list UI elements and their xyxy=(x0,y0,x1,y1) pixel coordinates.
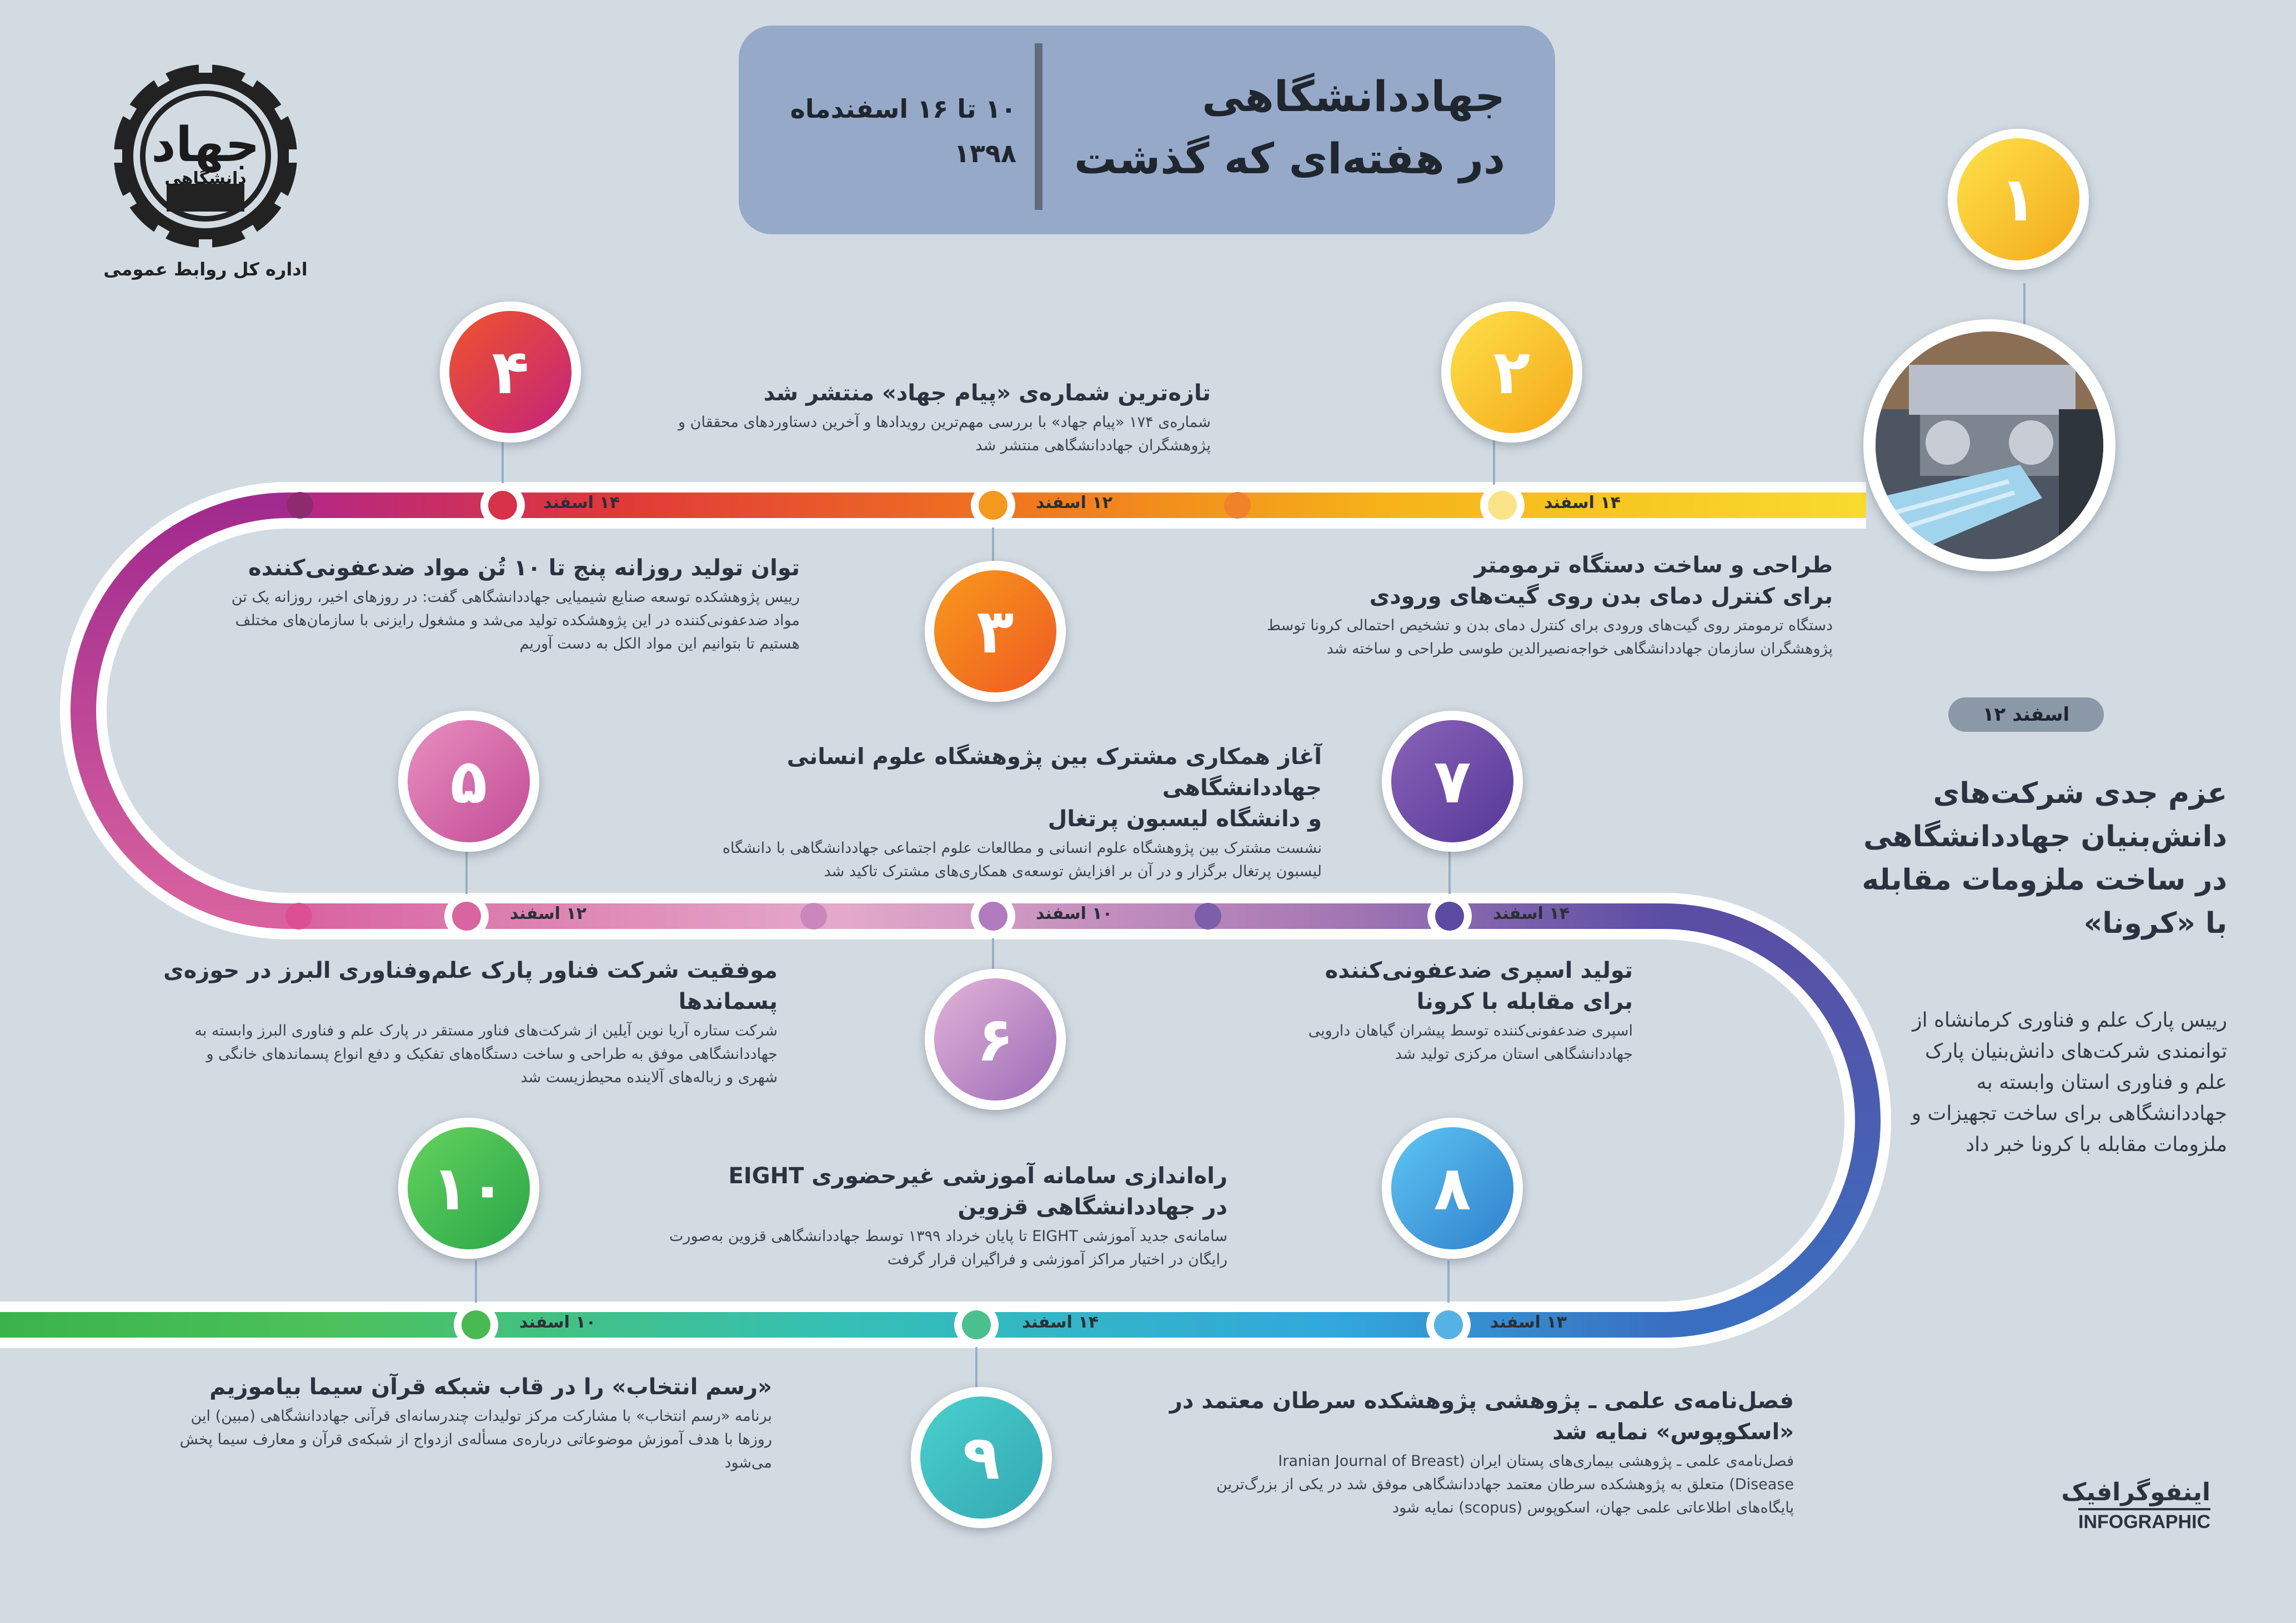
news-8-body-1: فصل‌نامه‌ی علمی ـ پژوهشی بیماری‌های پستان ایران (Iranian Journal of Breast xyxy=(1278,1453,1794,1470)
year: ۱۳۹۸ xyxy=(954,138,1016,168)
news-6-body-1: نشست مشترک بین پژوهشگاه علوم انسانی و مطالعات علوم اجتماعی جهاددانشگاهی با دانشگاه xyxy=(722,840,1322,857)
lead-headline-1: عزم جدی شرکت‌های xyxy=(1933,777,2227,810)
date-label-4: ۱۴ اسفند xyxy=(543,493,620,512)
lead-photo xyxy=(1863,319,2115,571)
logo-caption: اداره کل روابط عمومی xyxy=(103,259,308,280)
number-circle-2 xyxy=(1441,302,1582,443)
news-4-body-1: رییس پژوهشکده توسعه صنایع شیمیایی جهاددانشگاهی گفت: در روزهای اخیر، روزانه یک تن xyxy=(231,589,800,606)
news-8-title-1: فصل‌نامه‌ی علمی ـ پژوهشی پژوهشکده سرطان معتمد در xyxy=(1169,1388,1794,1414)
news-4-body-3: هستیم تا بتوانیم این مواد الکل به دست آوریم xyxy=(519,635,800,652)
lead-body-4: جهاددانشگاهی برای ساخت تجهیزات و xyxy=(1911,1102,2227,1125)
news-10 xyxy=(150,1371,772,1475)
news-4 xyxy=(167,552,800,656)
jihad-logo xyxy=(100,53,311,298)
number-1: ۱ xyxy=(1999,164,2037,235)
date-label-2: ۱۴ اسفند xyxy=(1544,493,1621,512)
number-2: ۲ xyxy=(1493,336,1531,408)
news-2-title-1: طراحی و ساخت دستگاه ترمومتر xyxy=(1474,552,1833,578)
lead-headline-4: با «کرونا» xyxy=(2083,907,2227,940)
news-5-body-3: شهری و زباله‌های آلاینده محیط‌زیست شد xyxy=(520,1069,778,1086)
lead-body-5: ملزومات مقابله با کرونا خبر داد xyxy=(1966,1133,2227,1156)
news-7 xyxy=(1166,955,1633,1066)
number-4: ۴ xyxy=(492,336,529,408)
news-payam-jahad xyxy=(655,378,1211,458)
header-divider xyxy=(1035,43,1042,210)
news-9-body-1: سامانه‌ی جدید آموزشی EIGHT تا پایان خرداد ۱۳۹۹ توسط جهاددانشگاهی قزوین به‌صورت xyxy=(669,1228,1227,1245)
news-8 xyxy=(1133,1385,1794,1520)
news-payam-body-2: پژوهشگران جهاددانشگاهی منتشر شد xyxy=(975,437,1211,454)
news-10-body-2: روزها با هدف آموزش موضوعاتی درباره‌ی مسأله‌ی ازدواج از شبکه‌ی قرآن و معارف سیما پخش xyxy=(179,1431,772,1448)
lead-headline xyxy=(1827,772,2227,945)
news-2 xyxy=(1166,550,1833,661)
date-range: ۱۰ تا ۱۶ اسفندماه xyxy=(790,94,1016,124)
logo-text: جهاد xyxy=(151,117,260,173)
date-label-9: ۱۴ اسفند xyxy=(1022,1313,1099,1332)
title-line-2: در هفته‌ای که گذشت xyxy=(1074,134,1505,183)
infographic-mark xyxy=(2044,1477,2210,1533)
number-circle-4 xyxy=(440,302,581,443)
news-5-title: موفقیت شرکت فناور پارک علم‌وفناوری البرز در حوزه‌ی پسماندها xyxy=(163,958,778,1014)
mask-machine-image xyxy=(1876,331,2103,559)
page-title xyxy=(1061,66,1505,190)
infographic-en: INFOGRAPHIC xyxy=(2078,1508,2210,1533)
lead-body-1: رییس پارک علم و فناوری کرمانشاه از xyxy=(1912,1009,2227,1032)
news-payam-body-1: شماره‌ی ۱۷۴ «پیام جهاد» با بررسی مهم‌ترین رویدادها و آخرین دستاوردهای محققان و xyxy=(678,414,1211,431)
news-8-title-2: «اسکوپوس» نمایه شد xyxy=(1552,1419,1794,1445)
news-payam-title: تازه‌ترین شماره‌ی «پیام جهاد» منتشر شد xyxy=(763,380,1211,406)
date-label-5: ۱۲ اسفند xyxy=(510,904,587,923)
number-3: ۳ xyxy=(976,596,1014,667)
date-label-6: ۱۰ اسفند xyxy=(1036,904,1113,923)
news-6-body-2: لیسبون پرتغال برگزار و در آن بر افزایش توسعه‌ی همکاری‌های مشترک تاکید شد xyxy=(824,863,1322,880)
header-panel xyxy=(739,26,1555,234)
news-9 xyxy=(655,1160,1227,1272)
infographic-fa: اینفوگرافیک xyxy=(2061,1478,2210,1506)
number-circle-3 xyxy=(925,561,1066,702)
news-7-title-1: تولید اسپری ضدعفونی‌کننده xyxy=(1325,958,1633,983)
title-line-1: جهاددانشگاهی xyxy=(1202,72,1505,121)
logo-subtext: دانشگاهی xyxy=(164,169,247,188)
lead-headline-3: در ساخت ملزومات مقابله xyxy=(1862,863,2227,897)
news-10-body-3: می‌شود xyxy=(724,1454,772,1471)
news-8-body-2: Disease) متعلق به پژوهشکده سرطان معتمد جهاددانشگاهی موفق شد در یکی از بزرگ‌ترین xyxy=(1216,1476,1794,1493)
number-circle-1 xyxy=(1948,129,2089,270)
date-label-10: ۱۰ اسفند xyxy=(519,1313,596,1332)
news-7-body-1: اسپری ضدعفونی‌کننده توسط پیشران گیاهان دارویی xyxy=(1308,1022,1633,1039)
news-2-body-2: پژوهشگران سازمان جهاددانشگاهی خواجه‌نصیرالدین طوسی طراحی و ساخته شد xyxy=(1326,640,1833,657)
number-circle-7 xyxy=(1382,711,1523,852)
date-label-7: ۱۴ اسفند xyxy=(1493,904,1570,923)
header-dates xyxy=(783,87,1016,175)
number-7: ۷ xyxy=(1433,746,1471,817)
news-9-body-2: رایگان در اختیار مراکز آموزشی و فراگیران قرار گرفت xyxy=(887,1251,1227,1268)
news-7-title-2: برای مقابله با کرونا xyxy=(1416,989,1633,1014)
number-9: ۹ xyxy=(962,1422,1000,1493)
date-label-8: ۱۳ اسفند xyxy=(1490,1313,1567,1332)
number-8: ۸ xyxy=(1433,1153,1471,1224)
news-6-title-2: و دانشگاه لیسبون پرتغال xyxy=(1047,806,1322,832)
news-5-body-2: جهاددانشگاهی موفق به طراحی و ساخت دستگاه‌های تفکیک و دفع انواع پسماندهای خانگی و xyxy=(206,1046,778,1063)
number-circle-8 xyxy=(1382,1118,1523,1259)
news-4-body-2: مواد ضدعفونی‌کننده در این پژوهشکده تولید می‌شد و مشغول رایزنی با سازمان‌های مختلف xyxy=(235,612,800,629)
news-8-body-3: پایگاه‌های اطلاعاتی علمی جهان، اسکوپوس (scopus) نمایه شود xyxy=(1392,1499,1794,1516)
news-6-title-1: آغاز همکاری مشترک بین پژوهشگاه علوم انسانی جهاددانشگاهی xyxy=(786,744,1322,801)
news-7-body-2: جهاددانشگاهی استان مرکزی تولید شد xyxy=(1395,1046,1633,1063)
number-circle-10 xyxy=(398,1118,539,1259)
news-5 xyxy=(122,955,778,1089)
lead-headline-2: دانش‌بنیان جهاددانشگاهی xyxy=(1863,820,2227,853)
news-9-title-1: راه‌اندازی سامانه آموزشی غیرحضوری EIGHT xyxy=(728,1163,1227,1189)
news-9-title-2: در جهاددانشگاهی قزوین xyxy=(957,1194,1227,1220)
number-6: ۶ xyxy=(976,1004,1014,1075)
news-10-title: «رسم انتخاب» را در قاب شبکه قرآن سیما بیاموزیم xyxy=(209,1374,772,1400)
date-label-12: ۱۲ اسفند xyxy=(1036,493,1113,512)
number-circle-6 xyxy=(925,969,1066,1110)
number-circle-5 xyxy=(398,711,539,852)
news-4-title: توان تولید روزانه پنج تا ۱۰ تُن مواد ضدعفونی‌کننده xyxy=(248,555,800,581)
number-circle-9 xyxy=(911,1387,1052,1528)
news-6 xyxy=(655,741,1322,883)
news-5-body-1: شرکت ستاره آریا نوین آیلین از شرکت‌های فناور مستقر در پارک علم و فناوری البرز وابسته به xyxy=(194,1022,778,1039)
lead-date-badge xyxy=(1948,697,2104,732)
news-2-title-2: برای کنترل دمای بدن روی گیت‌های ورودی xyxy=(1369,584,1833,609)
lead-body-3: علم و فناوری استان وابسته به xyxy=(1976,1071,2227,1094)
number-5: ۵ xyxy=(450,746,488,817)
news-10-body-1: برنامه «رسم انتخاب» با مشارکت مرکز تولیدات چندرسانه‌ای قرآنی جهاددانشگاهی (مبین) این xyxy=(191,1408,772,1425)
lead-body-2: توانمندی شرکت‌های دانش‌بنیان پارک xyxy=(1924,1040,2227,1063)
number-10: ۱۰ xyxy=(431,1153,507,1224)
news-2-body-1: دستگاه ترمومتر روی گیت‌های ورودی برای کنترل دمای بدن و تشخیص احتمالی کرونا توسط xyxy=(1266,617,1833,634)
lead-date: ۱۲ اسفند xyxy=(1982,704,2070,726)
lead-body xyxy=(1827,1005,2227,1160)
